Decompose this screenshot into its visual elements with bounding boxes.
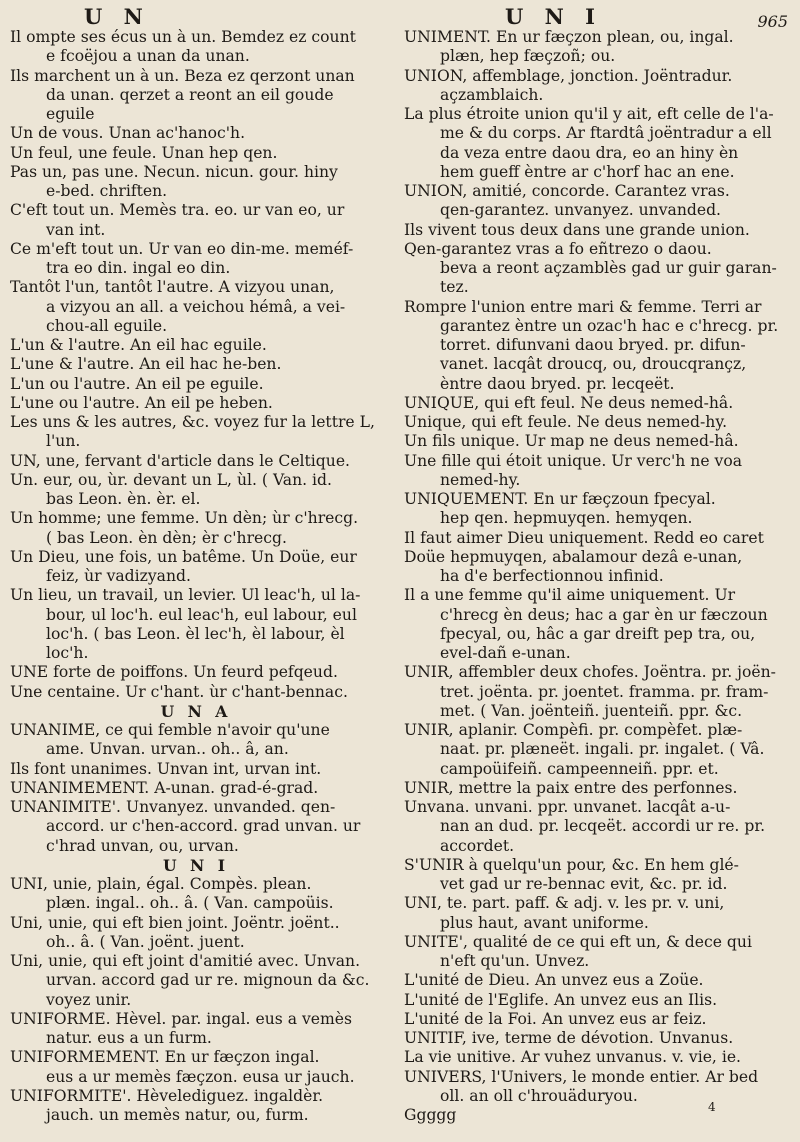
text-line: Uni, unie, qui eft bien joint. Joëntr. joënt.. bbox=[10, 913, 340, 932]
text-line: C'eft tout un. Memès tra. eo. ur van eo, ur bbox=[10, 201, 345, 220]
text-line: Ils marchent un à un. Beza ez qerzont unan bbox=[10, 66, 355, 85]
text-line: urvan. accord gad ur re. mignoun da &c. bbox=[46, 971, 370, 990]
text-line: me & du corps. Ar ftardtâ joëntradur a ell bbox=[440, 124, 772, 143]
text-line: accordet. bbox=[440, 836, 515, 855]
text-line: Tantôt l'un, tantôt l'autre. A vizyou unan, bbox=[10, 278, 335, 297]
text-line: e fcoëjou a unan da unan. bbox=[46, 47, 250, 66]
text-line: Pas un, pas une. Necun. nicun. gour. hiny bbox=[10, 162, 338, 181]
text-line: beva a reont açzamblès gad ur guir garan- bbox=[440, 259, 777, 277]
text-line: oh.. â. ( Van. joënt. juent. bbox=[46, 932, 245, 951]
text-line: plæn, hep fæçzoñ; ou. bbox=[440, 47, 616, 66]
text-line: Il a une femme qu'il aime uniquement. Ur bbox=[404, 586, 736, 605]
text-line: qen-garantez. unvanyez. unvanded. bbox=[440, 201, 722, 220]
text-line: naat. pr. plæneët. ingali. pr. ingalet. ( Vâ. bbox=[440, 740, 765, 759]
text-line: Une fille qui étoit unique. Ur verc'h ne voa bbox=[404, 451, 743, 470]
text-line: UNIQUE, qui eft feul. Ne deus nemed-hâ. bbox=[404, 393, 734, 412]
text-line: Une centaine. Ur c'hant. ùr c'hant-bennac. bbox=[10, 682, 348, 701]
text-line: campoüifeiñ. campeenneiñ. ppr. et. bbox=[440, 759, 719, 778]
text-line: L'un & l'autre. An eil hac eguile. bbox=[10, 336, 267, 354]
text-line: L'unité de la Foi. An unvez eus ar feiz. bbox=[404, 1009, 707, 1028]
text-line: UNIR, aplanir. Compèfi. pr. compèfet. plæ- bbox=[404, 721, 743, 739]
text-line: plus haut, avant uniforme. bbox=[440, 913, 649, 932]
text-line: nan an dud. pr. lecqeët. accordi ur re. pr. bbox=[440, 817, 766, 836]
text-line: L'une ou l'autre. An eil pe heben. bbox=[10, 393, 273, 412]
text-line: UNANIMEMENT. A-unan. grad-é-grad. bbox=[10, 778, 319, 797]
text-line: Il ompte ses écus un à un. Bemdez ez count bbox=[10, 28, 356, 46]
left-column bbox=[10, 28, 382, 1125]
text-line: L'une & l'autre. An eil hac he-ben. bbox=[10, 355, 282, 374]
text-line: bas Leon. èn. èr. el. bbox=[46, 490, 201, 508]
text-line: tez. bbox=[440, 278, 469, 297]
text-line: tra eo din. ingal eo din. bbox=[46, 259, 231, 277]
text-line: L'unité de Dieu. An unvez eus a Zoüe. bbox=[404, 971, 704, 990]
text-line: UNITE', qualité de ce qui eft un, & dece qui bbox=[404, 932, 752, 951]
text-line: UNI, te. part. paff. & adj. v. les pr. v. uni, bbox=[404, 894, 725, 913]
text-line: torret. difunvani daou bryed. pr. difun- bbox=[440, 336, 746, 354]
left-running-head: U N bbox=[84, 4, 150, 29]
text-line: Il faut aimer Dieu uniquement. Redd eo caret bbox=[404, 528, 764, 547]
text-line: Un lieu, un travail, un levier. Ul leac'h, ul la- bbox=[10, 586, 361, 605]
text-line: van int. bbox=[46, 220, 106, 239]
text-line: eguile bbox=[46, 105, 95, 123]
text-line: nemed-hy. bbox=[440, 470, 521, 489]
text-line: UNIVERS, l'Univers, le monde entier. Ar bed bbox=[404, 1067, 759, 1086]
text-line: Un feul, une feule. Unan hep qen. bbox=[10, 143, 278, 162]
text-line: La plus étroite union qu'il y ait, eft celle de l'a- bbox=[404, 105, 774, 123]
text-line: UNIFORMEMENT. En ur fæçzon ingal. bbox=[10, 1048, 320, 1067]
text-line: Les uns & les autres, &c. voyez fur la lettre L, bbox=[10, 413, 375, 431]
text-line: L'unité de l'Eglife. An unvez eus an Ilis. bbox=[404, 990, 718, 1009]
text-line: fpecyal, ou, hâc a gar dreift pep tra, ou, bbox=[440, 624, 756, 643]
text-line: oll. an oll c'hrouäduryou. bbox=[440, 1086, 638, 1105]
text-line: c'hrad unvan, ou, urvan. bbox=[46, 836, 239, 855]
text-line: S'UNIR à quelqu'un pour, &c. En hem glé- bbox=[404, 855, 739, 874]
text-line: vanet. lacqât droucq, ou, droucqrançz, bbox=[440, 355, 747, 374]
text-line: UNANIMITE'. Unvanyez. unvanded. qen- bbox=[10, 798, 336, 816]
text-line: Un Dieu, une fois, un batême. Un Doüe, eur bbox=[10, 547, 357, 566]
text-line: ( bas Leon. èn dèn; èr c'hrecg. bbox=[46, 528, 287, 547]
text-line: L'un ou l'autre. An eil pe eguile. bbox=[10, 374, 264, 393]
text-line: jauch. un memès natur, ou, furm. bbox=[46, 1106, 309, 1124]
text-line: UNANIME, ce qui femble n'avoir qu'une bbox=[10, 721, 330, 739]
text-line: vet gad ur re-bennac evit, &c. pr. id. bbox=[440, 875, 728, 893]
text-line: Doüe hepmuyqen, abalamour dezâ e-unan, bbox=[404, 547, 743, 566]
page-number: 965 bbox=[757, 12, 788, 31]
right-column bbox=[404, 28, 792, 1125]
text-line: Unique, qui eft feule. Ne deus nemed-hy. bbox=[404, 413, 728, 431]
text-line: Uni, unie, qui eft joint d'amitié avec. Unvan. bbox=[10, 952, 361, 970]
text-line: Un homme; une femme. Un dèn; ùr c'hrecg. bbox=[10, 509, 359, 528]
text-line: Un. eur, ou, ùr. devant un L, ùl. ( Van. id. bbox=[10, 470, 332, 489]
right-running-head: U N I bbox=[505, 4, 602, 29]
text-line: UNION, affemblage, jonction. Joëntradur. bbox=[404, 66, 733, 85]
text-line: voyez unir. bbox=[46, 990, 132, 1009]
text-line: Ils vivent tous deux dans une grande union. bbox=[404, 220, 750, 239]
text-line: UNI, unie, plain, égal. Compès. plean. bbox=[10, 875, 312, 893]
text-line: loc'h. ( bas Leon. èl lec'h, èl labour, èl bbox=[46, 624, 345, 643]
text-line: ha d'e berfectionnou infinid. bbox=[440, 567, 664, 585]
text-line: c'hrecg èn deus; hac a gar èn ur fæczoun bbox=[440, 605, 768, 624]
text-line: accord. ur c'hen-accord. grad unvan. ur bbox=[46, 817, 361, 836]
text-line: eus a ur memès fæçzon. eusa ur jauch. bbox=[46, 1067, 355, 1086]
text-line: U N I bbox=[162, 855, 229, 875]
text-line: da veza entre daou dra, eo an hiny èn bbox=[440, 143, 739, 162]
text-line: UNIR, mettre la paix entre des perfonnes. bbox=[404, 778, 738, 797]
text-line: UNIMENT. En ur fæçzon plean, ou, ingal. bbox=[404, 28, 734, 46]
text-line: UNITIF, ive, terme de dévotion. Unvanus. bbox=[404, 1029, 734, 1047]
text-line: garantez èntre un ozac'h hac e c'hrecg. pr. bbox=[440, 316, 779, 335]
text-line: La vie unitive. Ar vuhez unvanus. v. vie, ie. bbox=[404, 1048, 742, 1067]
text-line: e-bed. chriften. bbox=[46, 182, 168, 200]
signature-mark: 4 bbox=[708, 1100, 716, 1114]
text-line: natur. eus a un furm. bbox=[46, 1029, 212, 1047]
text-line: U N A bbox=[160, 701, 232, 721]
text-line: hep qen. hepmuyqen. hemyqen. bbox=[440, 509, 693, 528]
text-line: loc'h. bbox=[46, 644, 89, 662]
text-line: Qen-garantez vras a fo eñtrezo o daou. bbox=[404, 239, 712, 258]
text-line: feiz, ùr vadizyand. bbox=[46, 567, 191, 585]
text-line: UNIR, affembler deux chofes. Joëntra. pr. joën- bbox=[404, 663, 776, 682]
text-line: èntre daou bryed. pr. lecqeët. bbox=[440, 374, 675, 393]
text-line: chou-all eguile. bbox=[46, 316, 168, 335]
text-line: Ce m'eft tout un. Ur van eo din-me. meméf- bbox=[10, 239, 354, 258]
text-line: Un fils unique. Ur map ne deus nemed-hâ. bbox=[404, 432, 739, 451]
text-line: n'eft qu'un. Unvez. bbox=[440, 952, 590, 970]
text-line: Unvana. unvani. ppr. unvanet. lacqât a-u- bbox=[404, 798, 731, 816]
text-line: UNIQUEMENT. En ur fæçzoun fpecyal. bbox=[404, 490, 716, 508]
text-line: UNIFORME. Hèvel. par. ingal. eus a vemès bbox=[10, 1009, 353, 1028]
text-line: plæn. ingal.. oh.. â. ( Van. campoüis. bbox=[46, 894, 334, 913]
text-line: Ggggg bbox=[404, 1106, 457, 1124]
text-line: UNE forte de poiffons. Un feurd pefqeud. bbox=[10, 663, 338, 682]
text-line: Rompre l'union entre mari & femme. Terri ar bbox=[404, 297, 762, 316]
text-line: da unan. qerzet a reont an eil goude bbox=[46, 85, 334, 104]
text-line: UN, une, fervant d'article dans le Celtique. bbox=[10, 451, 351, 470]
text-line: a vizyou an all. a veichou hémâ, a vei- bbox=[46, 297, 346, 316]
text-line: Ils font unanimes. Unvan int, urvan int. bbox=[10, 759, 322, 778]
text-line: bour, ul loc'h. eul leac'h, eul labour, eul bbox=[46, 605, 357, 624]
text-line: met. ( Van. joënteiñ. juenteiñ. ppr. &c. bbox=[440, 701, 743, 720]
text-line: Un de vous. Unan ac'hanoc'h. bbox=[10, 124, 246, 143]
text-line: hem gueff èntre ar c'horf hac an ene. bbox=[440, 162, 735, 181]
text-line: tret. joënta. pr. joentet. framma. pr. fram- bbox=[440, 682, 769, 701]
text-line: açzamblaich. bbox=[440, 85, 544, 104]
text-line: UNIFORMITE'. Hèvelediguez. ingaldèr. bbox=[10, 1086, 324, 1105]
text-line: l'un. bbox=[46, 432, 81, 451]
text-line: evel-dañ e-unan. bbox=[440, 644, 571, 662]
text-line: ame. Unvan. urvan.. oh.. â, an. bbox=[46, 740, 289, 759]
text-line: UNION, amitié, concorde. Carantez vras. bbox=[404, 182, 730, 200]
